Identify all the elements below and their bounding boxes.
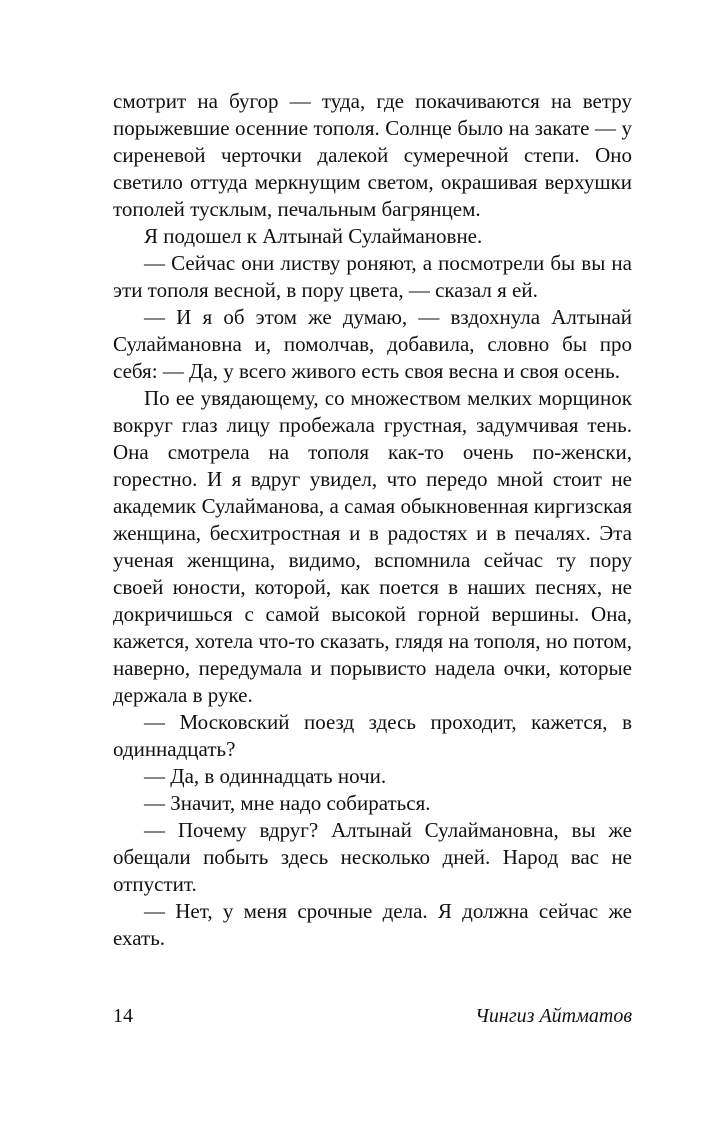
- paragraph: — Нет, у меня срочные дела. Я должна сейчас же ехать.: [113, 899, 632, 950]
- paragraph: — Почему вдруг? Алтынай Сулаймановна, вы же обещали побыть здесь несколько дней. Народ вас не отпустит.: [113, 818, 632, 896]
- paragraph: — Да, в одиннадцать ночи.: [144, 764, 387, 788]
- paragraph: — Значит, мне надо собираться.: [144, 791, 431, 815]
- page-number: 14: [113, 1005, 133, 1027]
- paragraph: — И я об этом же думаю, — вздохнула Алтынай Сулаймановна и, помолчав, добавила, словно бы про себя: — Да, у всего живого есть своя весна и своя осень.: [113, 305, 632, 383]
- paragraph: смотрит на бугор — туда, где покачиваются на ветру порыжевшие осенние тополя. Солнце было на закате — у сиреневой черточки далекой сумеречной степи. Оно светило оттуда меркнущим светом, окрашивая верхушки тополей тусклым, печальным багрянцем.: [113, 89, 632, 221]
- paragraph: Я подошел к Алтынай Сулаймановне.: [144, 224, 483, 248]
- page-footer: [113, 1001, 632, 1031]
- paragraph: По ее увядающему, со множеством мелких морщинок вокруг глаз лицу пробежала грустная, задумчивая тень. Она смотрела на тополя как-то очень по-женски, горестно. И я вдруг увидел, что передо мной стоит не академик Сулайманова, а самая обыкновенная киргизская женщина, бесхитростная и в радостях и в печалях. Эта ученая женщина, видимо, вспомнила сейчас ту пору своей юности, которой, как поется в наших песнях, не докричишься с самой высокой горной вершины. Она, кажется, хотела что-то сказать, глядя на тополя, но потом, наверно, передумала и порывисто надела очки, которые держала в руке.: [113, 386, 632, 707]
- running-author: Чингиз Айтматов: [475, 1005, 632, 1027]
- paragraph: — Сейчас они листву роняют, а посмотрели бы вы на эти тополя весной, в пору цвета, — сказал я ей.: [113, 251, 632, 302]
- page-body-text: [113, 88, 632, 952]
- paragraph: — Московский поезд здесь проходит, кажется, в одиннадцать?: [113, 710, 632, 761]
